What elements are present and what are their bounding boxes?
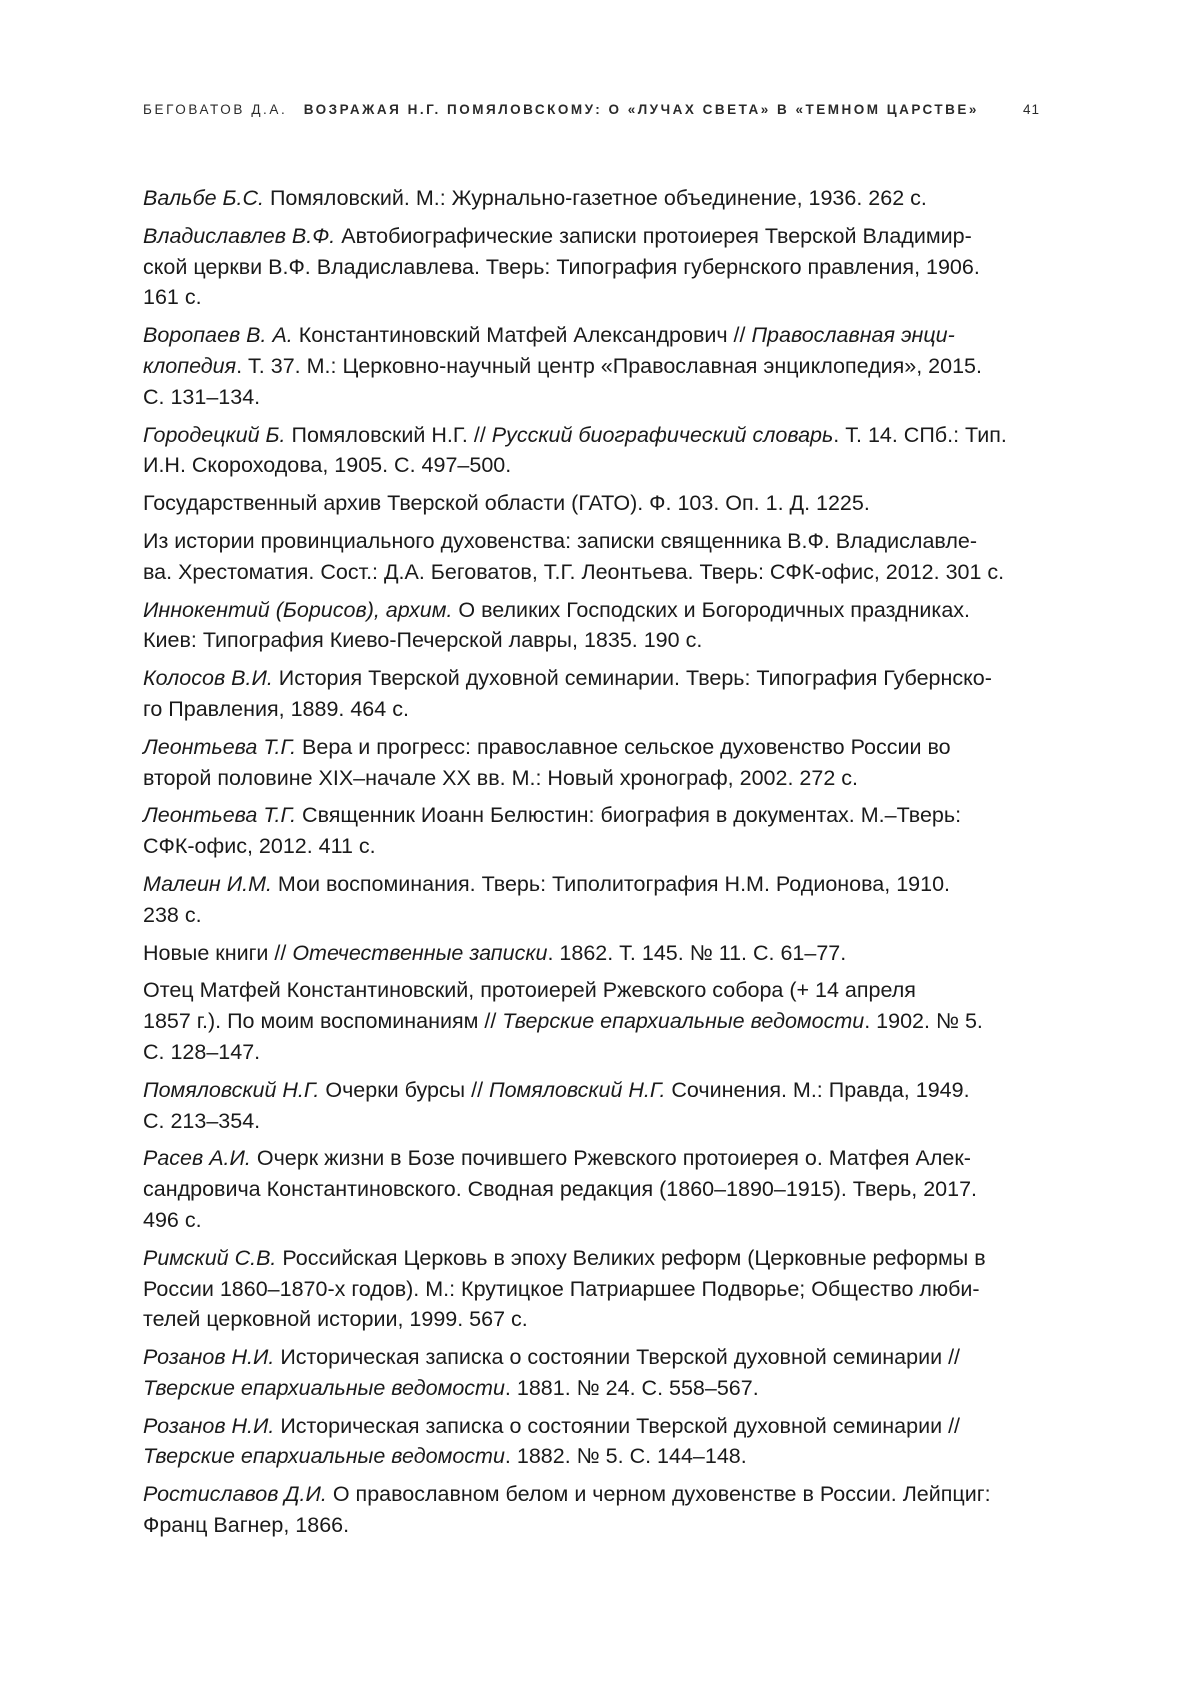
reference-text-segment: СФК-офис, 2012. 411 с.: [143, 834, 376, 858]
reference-text-segment: Киев: Типография Киево-Печерской лавры, 1835. 190 с.: [143, 628, 702, 652]
reference-text-segment: О великих Господских и Богородичных праздниках.: [452, 598, 970, 622]
reference-line: [143, 488, 1040, 519]
reference-italic-segment: Малеин И.М.: [143, 872, 272, 896]
reference-entry: [143, 1075, 1040, 1137]
reference-text-segment: телей церковной истории, 1999. 567 с.: [143, 1307, 528, 1331]
reference-text-segment: Российская Церковь в эпоху Великих реформ (Церковные реформы в: [276, 1246, 985, 1270]
reference-entry: [143, 663, 1040, 725]
reference-text-segment: . 1881. № 24. С. 558–567.: [505, 1376, 759, 1400]
reference-italic-segment: Городецкий Б.: [143, 423, 286, 447]
reference-text-segment: Отец Матфей Константиновский, протоиерей Ржевского собора (+ 14 апреля: [143, 978, 916, 1002]
reference-line: [143, 625, 1040, 656]
reference-line: [143, 900, 1040, 931]
reference-entry: [143, 320, 1040, 412]
reference-line: [143, 1243, 1040, 1274]
reference-line: [143, 938, 1040, 969]
reference-text-segment: . 1882. № 5. С. 144–148.: [505, 1444, 747, 1468]
reference-line: [143, 975, 1040, 1006]
reference-line: [143, 1510, 1040, 1541]
reference-entry: [143, 1243, 1040, 1335]
reference-line: [143, 1006, 1040, 1037]
reference-line: [143, 351, 1040, 382]
reference-line: [143, 1373, 1040, 1404]
reference-line: [143, 1174, 1040, 1205]
reference-entry: [143, 1411, 1040, 1473]
reference-italic-segment: Ростиславов Д.И.: [143, 1482, 327, 1506]
reference-line: [143, 694, 1040, 725]
reference-line: [143, 183, 1040, 214]
reference-line: [143, 557, 1040, 588]
reference-text-segment: Константиновский Матфей Александрович //: [293, 323, 752, 347]
reference-text-segment: С. 128–147.: [143, 1040, 260, 1064]
reference-text-segment: И.Н. Скороходова, 1905. С. 497–500.: [143, 453, 511, 477]
reference-italic-segment: Тверские епархиальные ведомости: [143, 1444, 505, 1468]
reference-text-segment: Историческая записка о состоянии Тверской духовной семинарии //: [274, 1414, 960, 1438]
reference-line: [143, 282, 1040, 313]
reference-italic-segment: Розанов Н.И.: [143, 1345, 274, 1369]
reference-text-segment: Очерки бурсы //: [319, 1078, 489, 1102]
reference-entry: [143, 595, 1040, 657]
reference-text-segment: Очерк жизни в Бозе почившего Ржевского протоиерея о. Матфея Алек-: [251, 1146, 971, 1170]
reference-italic-segment: Расев А.И.: [143, 1146, 251, 1170]
reference-text-segment: го Правления, 1889. 464 с.: [143, 697, 409, 721]
reference-line: [143, 221, 1040, 252]
reference-italic-segment: Отечественные записки: [292, 941, 547, 965]
reference-entry: [143, 1479, 1040, 1541]
reference-line: [143, 1411, 1040, 1442]
running-head-author: БЕГОВАТОВ Д.А.: [143, 102, 287, 117]
reference-italic-segment: Помяловский Н.Г.: [489, 1078, 665, 1102]
reference-italic-segment: Леонтьева Т.Г.: [143, 735, 296, 759]
reference-text-segment: ва. Хрестоматия. Сост.: Д.А. Беговатов, Т.Г. Леонтьева. Тверь: СФК-офис, 2012. 301 с.: [143, 560, 1004, 584]
reference-line: [143, 320, 1040, 351]
reference-text-segment: 161 с.: [143, 285, 202, 309]
reference-text-segment: . 1902. № 5.: [864, 1009, 983, 1033]
reference-text-segment: . 1862. Т. 145. № 11. С. 61–77.: [547, 941, 846, 965]
running-head-title: ВОЗРАЖАЯ Н.Г. ПОМЯЛОВСКОМУ: О «ЛУЧАХ СВЕТА» В «ТЕМНОМ ЦАРСТВЕ»: [304, 102, 979, 117]
reference-line: [143, 831, 1040, 862]
reference-italic-segment: клопедия: [143, 354, 236, 378]
reference-text-segment: Помяловский Н.Г. //: [286, 423, 492, 447]
reference-text-segment: Сочинения. М.: Правда, 1949.: [665, 1078, 969, 1102]
reference-italic-segment: Вальбе Б.С.: [143, 186, 264, 210]
reference-entry: [143, 420, 1040, 482]
reference-line: [143, 1441, 1040, 1472]
reference-text-segment: История Тверской духовной семинарии. Тверь: Типография Губернско-: [273, 666, 992, 690]
running-head: [143, 102, 1040, 117]
reference-line: [143, 800, 1040, 831]
reference-entry: [143, 800, 1040, 862]
page-number: 41: [1023, 102, 1040, 117]
reference-entry: [143, 1342, 1040, 1404]
reference-line: [143, 1342, 1040, 1373]
reference-line: [143, 382, 1040, 413]
reference-text-segment: сандровича Константиновского. Сводная редакция (1860–1890–1915). Тверь, 2017.: [143, 1177, 977, 1201]
reference-text-segment: Автобиографические записки протоиерея Тверской Владимир-: [335, 224, 972, 248]
reference-text-segment: второй половине XIX–начале XX вв. М.: Новый хронограф, 2002. 272 с.: [143, 766, 858, 790]
reference-line: [143, 1143, 1040, 1174]
reference-line: [143, 1274, 1040, 1305]
reference-line: [143, 420, 1040, 451]
reference-line: [143, 1106, 1040, 1137]
reference-text-segment: Государственный архив Тверской области (ГАТО). Ф. 103. Оп. 1. Д. 1225.: [143, 491, 870, 515]
reference-text-segment: 496 с.: [143, 1208, 202, 1232]
reference-line: [143, 1304, 1040, 1335]
reference-text-segment: С. 213–354.: [143, 1109, 260, 1133]
reference-line: [143, 1479, 1040, 1510]
reference-italic-segment: Иннокентий (Борисов), архим.: [143, 598, 452, 622]
reference-line: [143, 595, 1040, 626]
reference-entry: [143, 938, 1040, 969]
reference-text-segment: Франц Вагнер, 1866.: [143, 1513, 349, 1537]
reference-text-segment: Помяловский. М.: Журнально-газетное объединение, 1936. 262 с.: [264, 186, 927, 210]
reference-text-segment: ской церкви В.Ф. Владиславлева. Тверь: Типография губернского правления, 1906.: [143, 255, 980, 279]
reference-italic-segment: Римский С.В.: [143, 1246, 276, 1270]
reference-text-segment: России 1860–1870-х годов). М.: Крутицкое Патриаршее Подворье; Общество люби-: [143, 1277, 980, 1301]
reference-italic-segment: Розанов Н.И.: [143, 1414, 274, 1438]
reference-entry: [143, 869, 1040, 931]
reference-text-segment: . Т. 37. М.: Церковно-научный центр «Православная энциклопедия», 2015.: [236, 354, 982, 378]
reference-line: [143, 1075, 1040, 1106]
reference-text-segment: Священник Иоанн Белюстин: биография в документах. М.–Тверь:: [296, 803, 961, 827]
reference-italic-segment: Колосов В.И.: [143, 666, 273, 690]
reference-text-segment: О православном белом и черном духовенстве в России. Лейпциг:: [327, 1482, 991, 1506]
reference-italic-segment: Тверские епархиальные ведомости: [143, 1376, 505, 1400]
reference-line: [143, 763, 1040, 794]
reference-text-segment: Вера и прогресс: православное сельское духовенство России во: [296, 735, 951, 759]
reference-line: [143, 1205, 1040, 1236]
reference-italic-segment: Русский биографический словарь: [492, 423, 834, 447]
reference-line: [143, 663, 1040, 694]
reference-text-segment: 238 с.: [143, 903, 202, 927]
reference-entry: [143, 488, 1040, 519]
reference-line: [143, 732, 1040, 763]
bibliography-list: [143, 183, 1040, 1548]
reference-italic-segment: Православная энци-: [751, 323, 954, 347]
reference-text-segment: Новые книги //: [143, 941, 292, 965]
reference-entry: [143, 221, 1040, 313]
reference-text-segment: 1857 г.). По моим воспоминаниям //: [143, 1009, 502, 1033]
reference-line: [143, 252, 1040, 283]
reference-italic-segment: Воропаев В. А.: [143, 323, 293, 347]
reference-entry: [143, 732, 1040, 794]
reference-line: [143, 1037, 1040, 1068]
reference-entry: [143, 526, 1040, 588]
reference-line: [143, 450, 1040, 481]
reference-line: [143, 869, 1040, 900]
reference-italic-segment: Владиславлев В.Ф.: [143, 224, 335, 248]
reference-italic-segment: Леонтьева Т.Г.: [143, 803, 296, 827]
reference-text-segment: Мои воспоминания. Тверь: Типолитография Н.М. Родионова, 1910.: [272, 872, 950, 896]
reference-text-segment: С. 131–134.: [143, 385, 260, 409]
reference-entry: [143, 975, 1040, 1067]
reference-text-segment: Из истории провинциального духовенства: записки священника В.Ф. Владиславле-: [143, 529, 977, 553]
reference-italic-segment: Тверские епархиальные ведомости: [502, 1009, 864, 1033]
reference-entry: [143, 1143, 1040, 1235]
reference-text-segment: Историческая записка о состоянии Тверской духовной семинарии //: [274, 1345, 960, 1369]
reference-line: [143, 526, 1040, 557]
reference-text-segment: . Т. 14. СПб.: Тип.: [833, 423, 1007, 447]
reference-entry: [143, 183, 1040, 214]
reference-italic-segment: Помяловский Н.Г.: [143, 1078, 319, 1102]
